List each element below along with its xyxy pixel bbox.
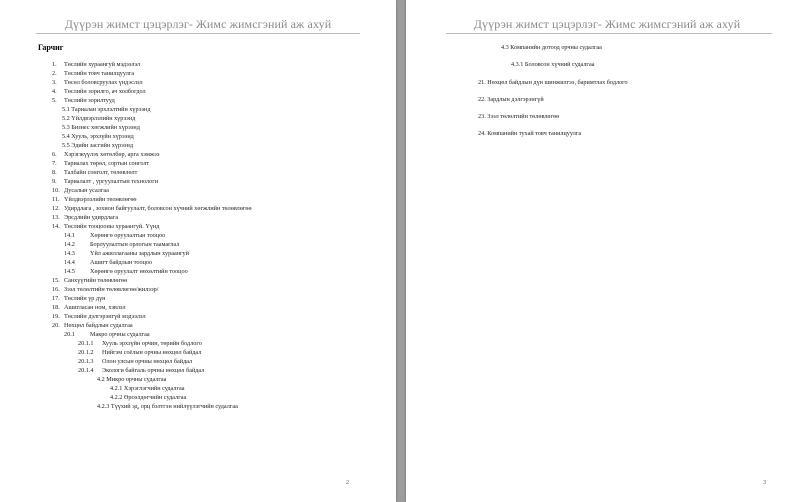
toc-entry-text: Нөхцөл байдлын судалгаа: [64, 322, 133, 329]
toc-entry: [52, 151, 159, 159]
toc-entry: [62, 115, 135, 123]
toc-entry: [52, 313, 146, 321]
toc-entry: [62, 124, 140, 132]
toc-entry-text: 5.5 Эдийн засгийн хүрээнд: [62, 142, 134, 149]
toc-entry: [52, 205, 252, 213]
toc-entry: [110, 394, 186, 402]
toc-entry-text: Хөрөнгө оруулалтын тооцоо: [90, 232, 166, 239]
page-number: 3: [763, 480, 766, 486]
toc-entry: 21. Нөхцөл байдлын дүн шинжилгээ, баримтлах бодлого: [478, 79, 628, 86]
toc-entry-number: 18.: [52, 304, 60, 311]
toc-entry-text: Хэрэгжүүлэх хөтөлбөр, арга хэмжээ: [64, 151, 160, 158]
toc-entry-number: 11.: [52, 196, 60, 203]
toc-entry: [52, 304, 126, 312]
toc-entry-number: 16.: [52, 286, 60, 293]
toc-entry-number: 3.: [52, 79, 57, 86]
document-page-right: [406, 0, 808, 502]
toc-entry-text: Зээл төлөлтийн төлөвлөгөө/жилээр/: [64, 286, 159, 293]
toc-entry: [52, 196, 137, 204]
toc-entry-text: Дусалын усалгаа: [64, 187, 109, 194]
toc-entry: [52, 277, 127, 285]
toc-entry-text: Төслийн үр дүн: [64, 295, 106, 302]
toc-entry-text: Төслийн зорилтууд: [64, 97, 115, 104]
toc-entry-number: 14.3: [64, 250, 75, 257]
toc-entry-text: Борлуулалтын орлогын таамаглал: [90, 241, 180, 248]
toc-entry-text: Олон улсын орчны нөхцөл байдал: [102, 358, 193, 365]
toc-entry-text: Ашигт байдлын тооцоо: [90, 259, 153, 266]
page-number: 2: [346, 480, 349, 486]
toc-entry: 4.3.1 Боловсон хүчний судалгаа: [511, 61, 595, 68]
toc-entry: [52, 61, 140, 69]
toc-entry-text: 5.1 Тариалан эрхлэлтийн хүрээнд: [62, 106, 151, 113]
toc-entry: [52, 286, 158, 294]
toc-entry: [52, 88, 146, 96]
toc-entry-number: 7.: [52, 160, 57, 167]
toc-entry-text: Төслийн тооцооны хураангуй. Үүнд: [64, 223, 160, 230]
toc-entry-text: Төсөл боловсруулах үндэслэл: [64, 79, 143, 86]
toc-entry: [78, 349, 201, 357]
toc-entry-text: Ашигласан ном, хэвлэл: [64, 304, 126, 311]
toc-entry: [110, 385, 184, 393]
toc-entry-number: 5.: [52, 97, 57, 104]
toc-entry-text: Төслийн зорилго, ач холбогдол: [64, 88, 146, 95]
toc-entry: 24. Компанийн тухай товч танилцуулга: [478, 130, 582, 137]
toc-entry-number: 13.: [52, 214, 60, 221]
toc-entry: [52, 214, 118, 222]
toc-entry-number: 19.: [52, 313, 60, 320]
toc-entry-text: Хууль эрхзүйн орчин, төрийн бодлого: [102, 340, 202, 347]
toc-entry-number: 14.: [52, 223, 60, 230]
toc-entry-text: Экологи байгаль орчны нөхцөл байдал: [102, 367, 205, 374]
toc-entry-number: 6.: [52, 151, 57, 158]
toc-entry: [64, 268, 188, 276]
toc-entry-number: 10.: [52, 187, 60, 194]
toc-entry-text: Талбайн сонголт, төлөвлөлт: [64, 169, 138, 176]
toc-entry-text: Төслийн хураангуй мэдээлэл: [64, 61, 141, 68]
toc-entry-text: Үйл ажиллагааны зардлын хураангуй: [90, 250, 189, 257]
toc-entry-number: 20.1.4: [78, 367, 94, 374]
toc-entry: [78, 358, 192, 366]
page-header-title: Дүүрэн жимст цэцэрлэг- Жимс жимсгэний аж ахуй: [473, 17, 741, 31]
toc-entry: [52, 70, 134, 78]
toc-entry-text: Тариалах төрөл, сортын сонголт: [64, 160, 150, 167]
toc-entry: [64, 250, 189, 258]
toc-entry-number: 4.: [52, 88, 57, 95]
toc-entry-number: 14.5: [64, 268, 75, 275]
toc-entry-text: Төслийн товч танилцуулга: [64, 70, 135, 77]
toc-entry-number: 15.: [52, 277, 60, 284]
toc-entry: [52, 178, 158, 186]
toc-entry: [52, 97, 115, 105]
toc-entry: [97, 403, 238, 411]
toc-entry: [78, 340, 202, 348]
toc-entry-text: 5.2 Үйлдвэрлэлийн хүрээнд: [62, 115, 136, 122]
toc-entry-text: Эрсдлийн удирдлага: [64, 214, 119, 221]
toc-entry: [52, 79, 143, 87]
header-divider: [446, 33, 772, 34]
toc-entry: [64, 331, 150, 339]
toc-entry-text: 5.3 Бизнес хөгжлийн хүрээнд: [62, 124, 140, 131]
toc-entry-number: 20.1: [64, 331, 75, 338]
toc-entry-text: 4.2 Микро орчны судалгаа: [97, 376, 167, 383]
toc-entry: [64, 259, 152, 267]
toc-entry: [52, 322, 133, 330]
toc-entry: [62, 106, 151, 114]
toc-entry-number: 8.: [52, 169, 57, 176]
toc-entry: [62, 142, 133, 150]
page-header-title: Дүүрэн жимст цэцэрлэг- Жимс жимсгэний аж ахуй: [64, 17, 332, 31]
toc-entry-text: Төслийн дэлгэрэнгүй мэдээлэл: [64, 313, 146, 320]
toc-entry-number: 12.: [52, 205, 60, 212]
toc-entry-number: 14.1: [64, 232, 75, 239]
toc-entry-text: 4.2.1 Хэрэглэгчийн судалгаа: [110, 385, 185, 392]
toc-entry: [62, 133, 134, 141]
toc-entry: [64, 232, 165, 240]
toc-entry: 4.3 Компанийн дотоод орчны судалгаа: [501, 44, 602, 51]
toc-entry-text: Удирдлага , зохион байгуулалт, боловсон хүчний хөгжлийн төлөвлөгөө: [64, 205, 252, 212]
toc-entry-text: Тариалалт , ургуулалтын технологи: [64, 178, 159, 185]
toc-entry-number: 17.: [52, 295, 60, 302]
toc-entry: [52, 223, 159, 231]
toc-entry: 23. Зээл төлөлтийн төлөвлөгөө: [478, 113, 560, 120]
toc-entry-number: 14.2: [64, 241, 75, 248]
toc-entry-text: Үйлдвэрлэлийн төлөвлөгөө: [64, 196, 137, 203]
toc-entry-number: 14.4: [64, 259, 75, 266]
toc-entry-text: Хөрөнгө оруулалт нөхөлтийн тооцоо: [90, 268, 188, 275]
toc-entry-text: 5.4 Хууль, эрхзүйн хүрээнд: [62, 133, 134, 140]
toc-entry-text: Санхүүгийн төлөвлөгөө: [64, 277, 128, 284]
toc-entry: [52, 295, 105, 303]
toc-entry-text: 4.2.2 Өрсөлдөгчийн судалгаа: [110, 394, 187, 401]
header-divider: [36, 33, 360, 34]
toc-entry: [78, 367, 204, 375]
toc-entry-number: 1.: [52, 61, 57, 68]
toc-entry: [52, 187, 109, 195]
toc-entry-number: 20.1.2: [78, 349, 94, 356]
toc-entry: [64, 241, 179, 249]
toc-entry-text: Нийгэм соёлын орчны нөхцөл байдал: [102, 349, 202, 356]
toc-entry-number: 9.: [52, 178, 57, 185]
toc-entry: [52, 169, 137, 177]
toc-title: Гарчиг: [38, 43, 64, 52]
toc-entry: [52, 160, 149, 168]
toc-entry: 22. Зардлын дэлгэрэнгүй: [478, 96, 544, 103]
toc-entry-text: Макро орчны судалгаа: [90, 331, 150, 338]
toc-entry-number: 20.1.3: [78, 358, 94, 365]
toc-entry: [97, 376, 166, 384]
toc-entry-text: 4.2.3 Түүхий эд, орц бэлтгэн нийлүүлэгчийн судалгаа: [97, 403, 238, 410]
toc-entry-number: 2.: [52, 70, 57, 77]
toc-entry-number: 20.1.1: [78, 340, 94, 347]
toc-entry-number: 20.: [52, 322, 60, 329]
document-page-left: [0, 0, 396, 502]
